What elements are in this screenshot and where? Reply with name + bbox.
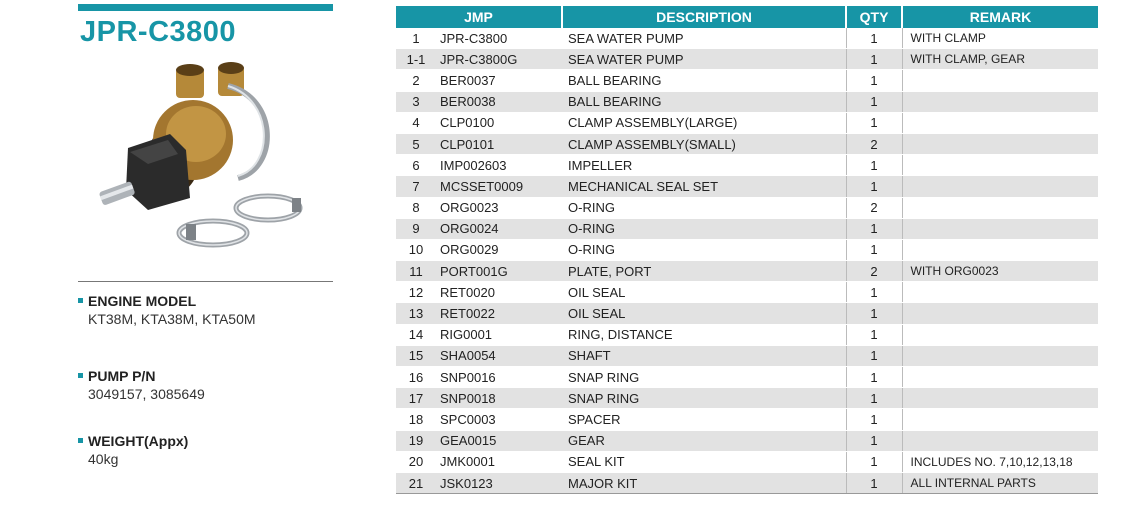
table-row xyxy=(396,345,1098,366)
row-number: 19 xyxy=(396,430,436,451)
table-row xyxy=(396,133,1098,154)
part-description: SHAFT xyxy=(562,345,846,366)
part-qty: 1 xyxy=(846,324,902,345)
part-code: JPR-C3800 xyxy=(436,28,562,49)
spec-weight xyxy=(78,433,333,467)
part-remark xyxy=(902,133,1098,154)
part-description: RING, DISTANCE xyxy=(562,324,846,345)
table-row xyxy=(396,28,1098,49)
part-description: O-RING xyxy=(562,239,846,260)
part-remark xyxy=(902,218,1098,239)
part-code: BER0037 xyxy=(436,70,562,91)
part-remark xyxy=(902,155,1098,176)
part-description: SEA WATER PUMP xyxy=(562,28,846,49)
part-code: JPR-C3800G xyxy=(436,49,562,70)
part-remark xyxy=(902,409,1098,430)
part-description: GEAR xyxy=(562,430,846,451)
part-remark: WITH ORG0023 xyxy=(902,261,1098,282)
part-code: ORG0029 xyxy=(436,239,562,260)
table-row xyxy=(396,49,1098,70)
part-code: PORT001G xyxy=(436,261,562,282)
part-code: CLP0101 xyxy=(436,133,562,154)
header-remark: REMARK xyxy=(902,6,1098,28)
row-number: 13 xyxy=(396,303,436,324)
part-remark: WITH CLAMP, GEAR xyxy=(902,49,1098,70)
part-qty: 1 xyxy=(846,430,902,451)
part-code: SHA0054 xyxy=(436,345,562,366)
table-row xyxy=(396,70,1098,91)
row-number: 2 xyxy=(396,70,436,91)
part-description: O-RING xyxy=(562,197,846,218)
parts-table-body xyxy=(396,28,1098,494)
parts-table xyxy=(396,6,1098,494)
product-panel xyxy=(78,0,333,507)
row-number: 14 xyxy=(396,324,436,345)
table-row xyxy=(396,388,1098,409)
part-code: ORG0023 xyxy=(436,197,562,218)
part-remark xyxy=(902,91,1098,112)
spec-label: ENGINE MODEL xyxy=(78,293,333,309)
row-number: 7 xyxy=(396,176,436,197)
table-row xyxy=(396,324,1098,345)
part-description: MAJOR KIT xyxy=(562,472,846,493)
spec-value: 3049157, 3085649 xyxy=(88,386,205,402)
table-row xyxy=(396,430,1098,451)
part-description: OIL SEAL xyxy=(562,282,846,303)
part-qty: 2 xyxy=(846,197,902,218)
part-remark: ALL INTERNAL PARTS xyxy=(902,472,1098,493)
row-number: 11 xyxy=(396,261,436,282)
part-remark xyxy=(902,197,1098,218)
parts-table-wrap xyxy=(396,6,1098,494)
part-qty: 1 xyxy=(846,70,902,91)
part-code: RIG0001 xyxy=(436,324,562,345)
part-qty: 1 xyxy=(846,49,902,70)
part-description: SEAL KIT xyxy=(562,451,846,472)
part-code: SPC0003 xyxy=(436,409,562,430)
part-description: SNAP RING xyxy=(562,367,846,388)
row-number: 4 xyxy=(396,112,436,133)
part-description: BALL BEARING xyxy=(562,70,846,91)
part-description: SPACER xyxy=(562,409,846,430)
section-divider xyxy=(78,281,333,282)
part-code: JSK0123 xyxy=(436,472,562,493)
product-title: JPR-C3800 xyxy=(80,16,237,48)
part-code: RET0022 xyxy=(436,303,562,324)
row-number: 5 xyxy=(396,133,436,154)
part-description: CLAMP ASSEMBLY(LARGE) xyxy=(562,112,846,133)
part-qty: 1 xyxy=(846,451,902,472)
spec-label: WEIGHT(Appx) xyxy=(78,433,333,449)
part-qty: 2 xyxy=(846,261,902,282)
row-number: 17 xyxy=(396,388,436,409)
row-number: 15 xyxy=(396,345,436,366)
spec-engine-model xyxy=(78,293,333,327)
part-qty: 1 xyxy=(846,28,902,49)
part-qty: 1 xyxy=(846,239,902,260)
table-row xyxy=(396,261,1098,282)
row-number: 10 xyxy=(396,239,436,260)
part-code: ORG0024 xyxy=(436,218,562,239)
header-qty: QTY xyxy=(846,6,902,28)
part-code: IMP002603 xyxy=(436,155,562,176)
part-qty: 1 xyxy=(846,303,902,324)
part-qty: 1 xyxy=(846,409,902,430)
table-header-row xyxy=(396,6,1098,28)
pump-photo xyxy=(78,58,333,258)
part-qty: 1 xyxy=(846,345,902,366)
part-remark: INCLUDES NO. 7,10,12,13,18 xyxy=(902,451,1098,472)
header-jmp: JMP xyxy=(396,6,562,28)
part-code: BER0038 xyxy=(436,91,562,112)
part-qty: 1 xyxy=(846,112,902,133)
spec-pump-pn xyxy=(78,368,333,402)
part-qty: 1 xyxy=(846,367,902,388)
table-row xyxy=(396,282,1098,303)
part-qty: 1 xyxy=(846,472,902,493)
part-description: O-RING xyxy=(562,218,846,239)
row-number: 3 xyxy=(396,91,436,112)
part-code: MCSSET0009 xyxy=(436,176,562,197)
part-remark xyxy=(902,176,1098,197)
part-remark xyxy=(902,324,1098,345)
spec-label: PUMP P/N xyxy=(78,368,333,384)
part-code: GEA0015 xyxy=(436,430,562,451)
title-rule xyxy=(78,4,333,11)
row-number: 6 xyxy=(396,155,436,176)
part-qty: 1 xyxy=(846,218,902,239)
part-remark xyxy=(902,345,1098,366)
spec-value: 40kg xyxy=(88,451,119,467)
row-number: 20 xyxy=(396,451,436,472)
table-row xyxy=(396,472,1098,493)
table-row xyxy=(396,239,1098,260)
table-row xyxy=(396,112,1098,133)
row-number: 16 xyxy=(396,367,436,388)
header-description: DESCRIPTION xyxy=(562,6,846,28)
spec-value: KT38M, KTA38M, KTA50M xyxy=(88,311,256,327)
part-code: SNP0018 xyxy=(436,388,562,409)
table-row xyxy=(396,155,1098,176)
part-qty: 1 xyxy=(846,176,902,197)
part-description: PLATE, PORT xyxy=(562,261,846,282)
part-qty: 1 xyxy=(846,282,902,303)
part-qty: 1 xyxy=(846,155,902,176)
part-code: SNP0016 xyxy=(436,367,562,388)
table-row xyxy=(396,218,1098,239)
row-number: 8 xyxy=(396,197,436,218)
part-remark xyxy=(902,70,1098,91)
part-remark xyxy=(902,239,1098,260)
part-qty: 1 xyxy=(846,91,902,112)
part-description: MECHANICAL SEAL SET xyxy=(562,176,846,197)
part-description: BALL BEARING xyxy=(562,91,846,112)
row-number: 18 xyxy=(396,409,436,430)
part-remark xyxy=(902,282,1098,303)
table-row xyxy=(396,303,1098,324)
table-row xyxy=(396,409,1098,430)
row-number: 1-1 xyxy=(396,49,436,70)
row-number: 1 xyxy=(396,28,436,49)
part-description: CLAMP ASSEMBLY(SMALL) xyxy=(562,133,846,154)
part-qty: 2 xyxy=(846,133,902,154)
part-qty: 1 xyxy=(846,388,902,409)
part-remark xyxy=(902,367,1098,388)
part-description: OIL SEAL xyxy=(562,303,846,324)
part-code: CLP0100 xyxy=(436,112,562,133)
row-number: 9 xyxy=(396,218,436,239)
part-code: RET0020 xyxy=(436,282,562,303)
part-description: SNAP RING xyxy=(562,388,846,409)
row-number: 21 xyxy=(396,472,436,493)
row-number: 12 xyxy=(396,282,436,303)
table-row xyxy=(396,176,1098,197)
part-remark: WITH CLAMP xyxy=(902,28,1098,49)
table-row xyxy=(396,197,1098,218)
part-code: JMK0001 xyxy=(436,451,562,472)
table-row xyxy=(396,91,1098,112)
part-remark xyxy=(902,303,1098,324)
part-remark xyxy=(902,112,1098,133)
part-remark xyxy=(902,430,1098,451)
table-row xyxy=(396,367,1098,388)
part-description: SEA WATER PUMP xyxy=(562,49,846,70)
part-description: IMPELLER xyxy=(562,155,846,176)
table-row xyxy=(396,451,1098,472)
part-remark xyxy=(902,388,1098,409)
